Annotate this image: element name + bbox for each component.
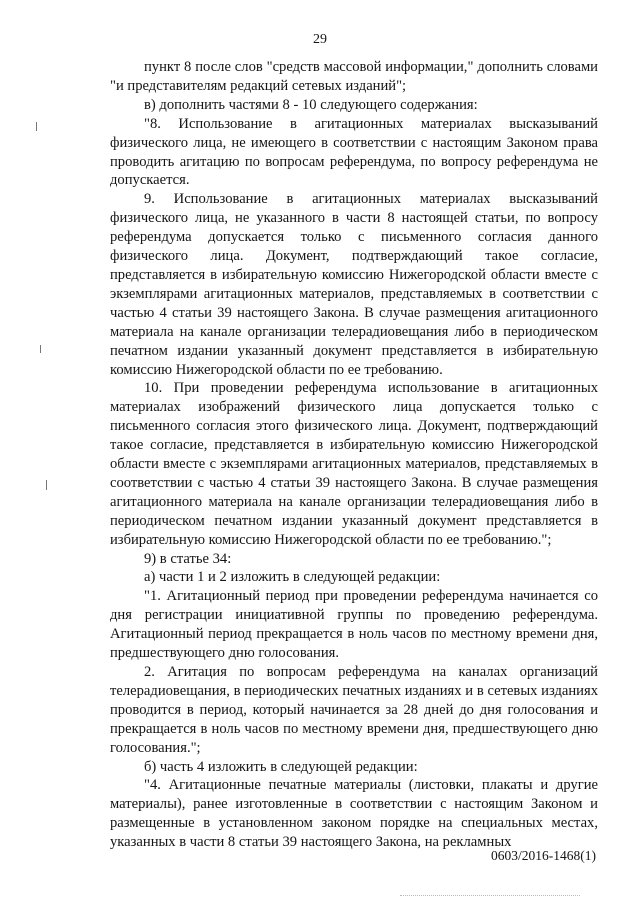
document-footer-code: 0603/2016-1468(1) (491, 848, 596, 863)
document-body (110, 58, 598, 852)
page-number: 29 (313, 32, 327, 47)
paragraph: "4. Агитационные печатные материалы (листовки, плакаты и другие материалы), ранее изготовленные в соответствии с настоящим Законом и размещенные в установленном законом порядке на специальных местах, указанных в части 8 статьи 39 настоящего Закона, на рекламных (110, 777, 598, 851)
paragraph: 10. При проведении референдума использование в агитационных материалах изображений физического лица допускается только с письменного согласия этого физического лица. Документ, подтверждающий такое согласие, представляется в избирательную комиссию Нижегородской области вместе с экземплярами агитационных материалов, представляемых в соответствии с частью 4 статьи 39 настоящего Закона. В случае размещения агитационного материала на канале организации телерадиовещания либо в периодическом печатном издании указанный документ представляется в избирательную комиссию Нижегородской области по ее требованию."; (110, 380, 598, 548)
paragraph: б) часть 4 изложить в следующей редакции: (144, 758, 418, 775)
scan-mark (46, 480, 47, 490)
paragraph: "1. Агитационный период при проведении референдума начинается со дня регистрации инициативной группы по проведению референдума. Агитационный период прекращается в ноль часов по местному времени дня, предшествующего дню голосования. (110, 588, 598, 662)
scan-mark (40, 345, 41, 353)
paragraph: 9) в статье 34: (144, 550, 232, 567)
paragraph: 9. Использование в агитационных материалах высказываний физического лица, не указанного в части 8 настоящей статьи, по вопросу референдума допускается только с письменного согласия данного физического лица. Документ, подтверждающий такое согласие, представляется в избирательную комиссию Нижегородской области вместе с экземплярами агитационных материалов, представляемых в соответствии с частью 4 статьи 39 настоящего Закона. В случае размещения агитационного материала на канале организации телерадиовещания либо в периодическом печатном издании указанный документ представляется в избирательную комиссию Нижегородской области по ее требованию. (110, 191, 598, 378)
paragraph: "8. Использование в агитационных материалах высказываний физического лица, не имеющего в соответствии с настоящим Законом права проводить агитацию по вопросам референдума, по вопросу референдума не допускается. (110, 115, 598, 189)
paragraph: а) части 1 и 2 изложить в следующей редакции: (144, 569, 441, 586)
paragraph: 2. Агитация по вопросам референдума на каналах организаций телерадиовещания, в периодических печатных изданиях и в сетевых изданиях проводится в период, который начинается за 28 дней до дня голосования и прекращается в ноль часов по местному времени дня, предшествующего дню голосования."; (110, 664, 598, 756)
paragraph: пункт 8 после слов "средств массовой информации," дополнить словами "и представителям редакций сетевых изданий"; (110, 59, 598, 94)
scan-edge-dots (400, 895, 580, 897)
paragraph: в) дополнить частями 8 - 10 следующего содержания: (144, 96, 478, 113)
scan-mark (36, 122, 37, 131)
